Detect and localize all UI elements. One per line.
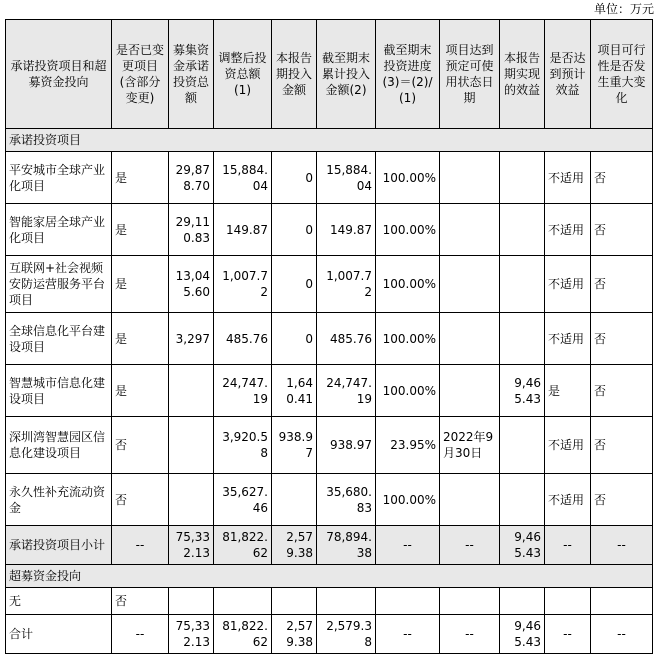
progress-cell: 23.95% [376, 417, 440, 474]
header-committed: 募集资金承诺投资总额 [169, 20, 214, 129]
changed-cell: 否 [112, 474, 169, 526]
benefit-cell [500, 474, 545, 526]
project-name: 永久性补充流动资金 [6, 474, 112, 526]
ready-date-cell: -- [440, 615, 500, 654]
adjusted-cell: 3,920.58 [214, 417, 272, 474]
fund-usage-table [5, 19, 653, 654]
changed-cell: 是 [112, 256, 169, 313]
current-cell [272, 474, 317, 526]
table-row [6, 365, 653, 417]
empty-cell [591, 588, 653, 615]
unit-label: 单位：万元 [593, 2, 654, 16]
progress-cell: 100.00% [376, 313, 440, 365]
feasibility-cell: 否 [591, 365, 653, 417]
header-feasibility: 项目可行性是否发生重大变化 [591, 20, 653, 129]
adjusted-cell: 149.87 [214, 204, 272, 256]
committed-cell: 29,110.83 [169, 204, 214, 256]
table-row [6, 417, 653, 474]
header-progress: 截至期末投资进度(3)＝(2)/(1) [376, 20, 440, 129]
feasibility-cell: 否 [591, 204, 653, 256]
header-adjusted: 调整后投资总额(1) [214, 20, 272, 129]
benefit-cell [500, 417, 545, 474]
cumulative-cell: 1,007.72 [317, 256, 376, 313]
committed-cell [169, 417, 214, 474]
achieved-cell: -- [545, 615, 591, 654]
cumulative-cell: 15,884.04 [317, 152, 376, 204]
committed-cell: 75,332.13 [169, 526, 214, 565]
header-changed: 是否已变更项目(含部分变更) [112, 20, 169, 129]
ready-date-cell [440, 152, 500, 204]
header-cumulative: 截至期末累计投入金额(2) [317, 20, 376, 129]
committed-cell: 75,332.13 [169, 615, 214, 654]
achieved-cell: 不适用 [545, 313, 591, 365]
progress-cell: 100.00% [376, 256, 440, 313]
cumulative-cell: 24,747.19 [317, 365, 376, 417]
progress-cell: 100.00% [376, 152, 440, 204]
subtotal-row [6, 526, 653, 565]
project-name: 智慧城市信息化建设项目 [6, 365, 112, 417]
empty-cell [500, 588, 545, 615]
benefit-cell: 9,465.43 [500, 365, 545, 417]
benefit-cell: 9,465.43 [500, 526, 545, 565]
over-raised-name: 无 [6, 588, 112, 615]
over-raised-row [6, 588, 653, 615]
progress-cell: 100.00% [376, 365, 440, 417]
current-cell: 0 [272, 204, 317, 256]
benefit-cell [500, 256, 545, 313]
adjusted-cell: 15,884.04 [214, 152, 272, 204]
project-name: 全球信息化平台建设项目 [6, 313, 112, 365]
current-cell: 2,579.38 [272, 526, 317, 565]
empty-cell [169, 588, 214, 615]
total-label: 合计 [6, 615, 112, 654]
benefit-cell: 9,465.43 [500, 615, 545, 654]
empty-cell [214, 588, 272, 615]
ready-date-cell [440, 204, 500, 256]
project-name: 互联网+社会视频安防运营服务平台项目 [6, 256, 112, 313]
section-over-title: 超募资金投向 [6, 565, 653, 588]
ready-date-cell [440, 474, 500, 526]
empty-cell [317, 588, 376, 615]
achieved-cell: 不适用 [545, 204, 591, 256]
feasibility-cell: -- [591, 615, 653, 654]
header-ready-date: 项目达到预定可使用状态日期 [440, 20, 500, 129]
feasibility-cell: -- [591, 526, 653, 565]
committed-cell [169, 365, 214, 417]
project-name: 智能家居全球产业化项目 [6, 204, 112, 256]
header-benefit: 本报告期实现的效益 [500, 20, 545, 129]
committed-cell: 13,045.60 [169, 256, 214, 313]
changed-cell: -- [112, 526, 169, 565]
achieved-cell: 不适用 [545, 256, 591, 313]
feasibility-cell: 否 [591, 313, 653, 365]
cumulative-cell: 78,894.38 [317, 526, 376, 565]
feasibility-cell: 否 [591, 152, 653, 204]
cumulative-cell: 35,680.83 [317, 474, 376, 526]
current-cell: 0 [272, 313, 317, 365]
feasibility-cell: 否 [591, 417, 653, 474]
adjusted-cell: 35,627.46 [214, 474, 272, 526]
section-over-row [6, 565, 653, 588]
benefit-cell [500, 313, 545, 365]
changed-cell: 否 [112, 417, 169, 474]
ready-date-cell: -- [440, 526, 500, 565]
progress-cell: 100.00% [376, 204, 440, 256]
committed-cell [169, 474, 214, 526]
current-cell: 0 [272, 152, 317, 204]
header-project: 承诺投资项目和超募资金投向 [6, 20, 112, 129]
adjusted-cell: 24,747.19 [214, 365, 272, 417]
empty-cell [376, 588, 440, 615]
benefit-cell [500, 152, 545, 204]
achieved-cell: 不适用 [545, 474, 591, 526]
current-cell: 0 [272, 256, 317, 313]
table-row [6, 256, 653, 313]
section-committed-title: 承诺投资项目 [6, 129, 653, 152]
committed-cell: 29,878.70 [169, 152, 214, 204]
changed-cell: 是 [112, 313, 169, 365]
adjusted-cell: 81,822.62 [214, 526, 272, 565]
changed-cell: -- [112, 615, 169, 654]
achieved-cell: 不适用 [545, 417, 591, 474]
empty-cell [440, 588, 500, 615]
cumulative-cell: 485.76 [317, 313, 376, 365]
feasibility-cell: 否 [591, 474, 653, 526]
ready-date-cell [440, 313, 500, 365]
section-committed-row [6, 129, 653, 152]
project-name: 平安城市全球产业化项目 [6, 152, 112, 204]
committed-cell: 3,297 [169, 313, 214, 365]
achieved-cell: 是 [545, 365, 591, 417]
table-row [6, 204, 653, 256]
table-row [6, 313, 653, 365]
header-current: 本报告期投入金额 [272, 20, 317, 129]
empty-cell [272, 588, 317, 615]
table-row [6, 474, 653, 526]
changed-cell: 是 [112, 152, 169, 204]
changed-cell: 是 [112, 204, 169, 256]
current-cell: 1,640.41 [272, 365, 317, 417]
feasibility-cell: 否 [591, 256, 653, 313]
header-achieved: 是否达到预计效益 [545, 20, 591, 129]
cumulative-cell: 938.97 [317, 417, 376, 474]
ready-date-cell: 2022年9月30日 [440, 417, 500, 474]
ready-date-cell [440, 365, 500, 417]
current-cell: 938.97 [272, 417, 317, 474]
adjusted-cell: 1,007.72 [214, 256, 272, 313]
progress-cell: -- [376, 615, 440, 654]
table-row [6, 152, 653, 204]
cumulative-cell: 149.87 [317, 204, 376, 256]
current-cell: 2,579.38 [272, 615, 317, 654]
changed-cell: 否 [112, 588, 169, 615]
progress-cell: -- [376, 526, 440, 565]
achieved-cell: -- [545, 526, 591, 565]
progress-cell: 100.00% [376, 474, 440, 526]
changed-cell: 是 [112, 365, 169, 417]
benefit-cell [500, 204, 545, 256]
empty-cell [545, 588, 591, 615]
subtotal-label: 承诺投资项目小计 [6, 526, 112, 565]
cumulative-cell: 2,579.38 [317, 615, 376, 654]
adjusted-cell: 485.76 [214, 313, 272, 365]
project-name: 深圳湾智慧园区信息化建设项目 [6, 417, 112, 474]
header-row [6, 20, 653, 129]
achieved-cell: 不适用 [545, 152, 591, 204]
adjusted-cell: 81,822.62 [214, 615, 272, 654]
ready-date-cell [440, 256, 500, 313]
